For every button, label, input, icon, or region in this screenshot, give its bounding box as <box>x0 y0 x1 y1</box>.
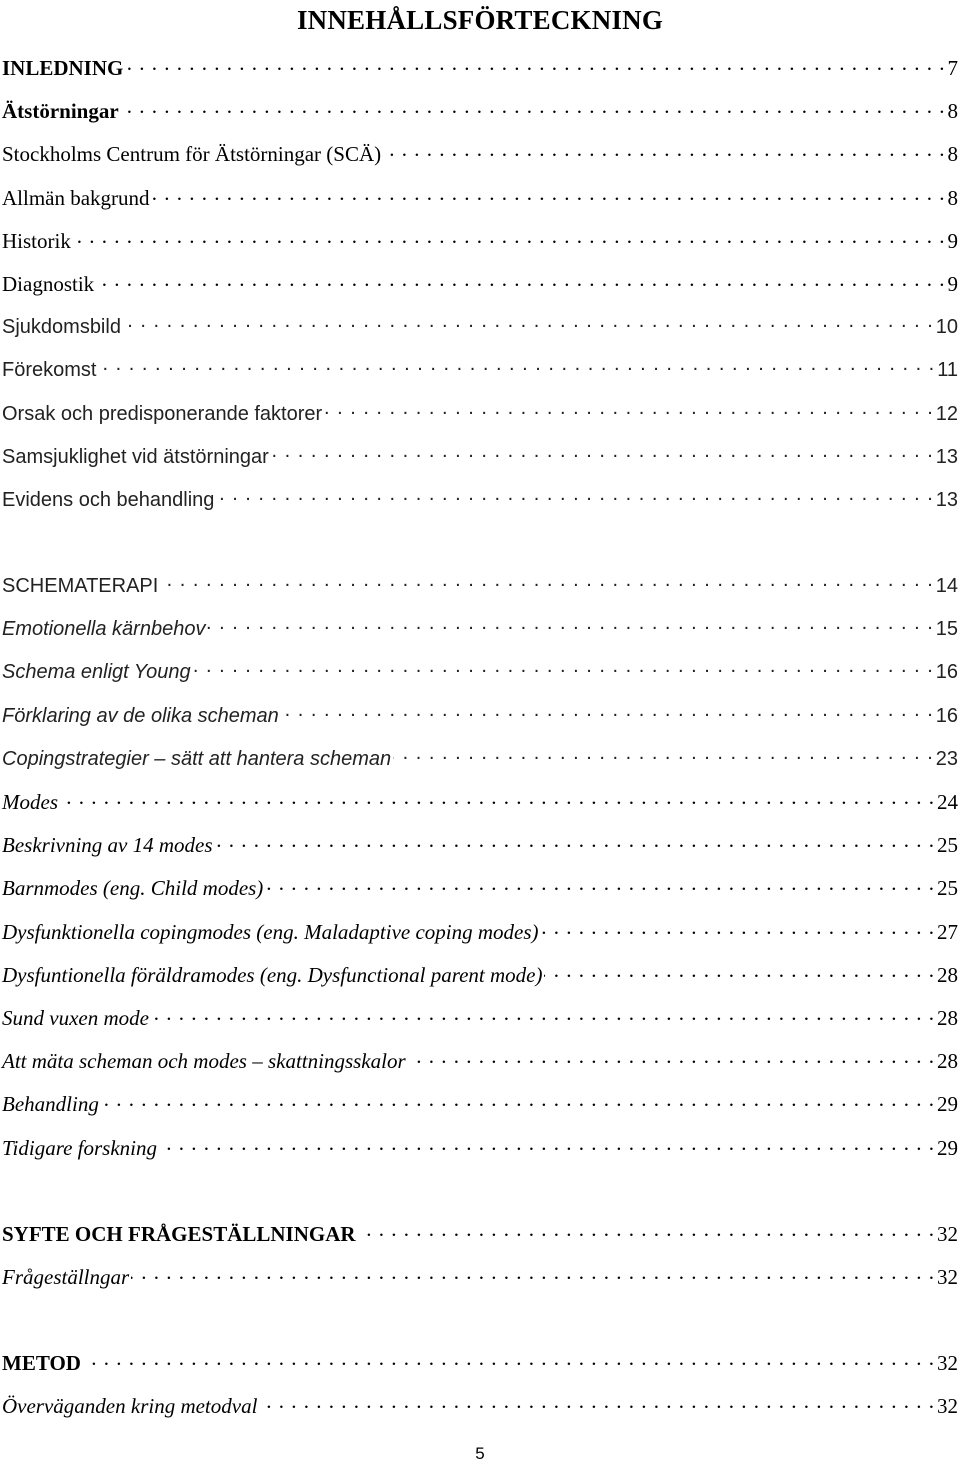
toc-dot-leader <box>216 484 933 506</box>
toc-entry-page: 8 <box>947 99 958 124</box>
toc-dot-leader <box>193 656 934 678</box>
toc-entry-label: Barnmodes (eng. Child modes) <box>2 876 264 901</box>
toc-entry-page: 10 <box>935 316 958 339</box>
toc-dot-leader <box>408 1046 935 1068</box>
toc-entry-label: Beskrivning av 14 modes <box>2 833 213 858</box>
toc-entry[interactable] <box>2 95 958 138</box>
toc-entry[interactable] <box>2 786 958 829</box>
toc-entry-page: 32 <box>937 1221 958 1246</box>
toc-dot-leader <box>152 183 946 205</box>
toc-entry-label: Allmän bakgrund <box>2 185 150 210</box>
toc-entry[interactable] <box>2 138 958 181</box>
toc-entry[interactable] <box>2 268 958 311</box>
toc-entry-label: Sund vuxen mode <box>2 1005 149 1030</box>
toc-entry-label: Emotionella kärnbehov <box>2 618 206 641</box>
toc-entry-page: 29 <box>937 1135 958 1160</box>
toc-dot-leader <box>159 1133 935 1155</box>
toc-entry-label: Historik <box>2 228 71 253</box>
toc-entry-label: Förekomst <box>2 359 97 382</box>
toc-entry[interactable] <box>2 484 958 527</box>
toc-entry-page: 12 <box>935 402 958 425</box>
toc-entry-label: Diagnostik <box>2 271 95 296</box>
toc-dot-leader <box>207 613 933 635</box>
toc-dot-leader <box>73 226 946 248</box>
toc-entry-label: SCHEMATERAPI <box>2 575 159 598</box>
toc-dot-leader <box>125 53 945 75</box>
toc-entry-page: 23 <box>935 747 958 770</box>
toc-entry[interactable] <box>2 959 958 1002</box>
toc-dot-leader <box>121 96 946 118</box>
toc-entry-page: 9 <box>947 271 958 296</box>
toc-entry-page: 11 <box>937 359 958 382</box>
toc-entry-page: 8 <box>947 142 958 167</box>
toc-entry-label: Samsjuklighet vid ätstörningar <box>2 445 269 468</box>
toc-entry-label: Schema enligt Young <box>2 661 191 684</box>
toc-entry-page: 16 <box>935 704 958 727</box>
toc-entry[interactable] <box>2 1390 958 1433</box>
toc-entry-page: 13 <box>935 445 958 468</box>
toc-dot-leader <box>271 441 934 463</box>
toc-entry[interactable] <box>2 398 958 441</box>
toc-dot-leader <box>544 960 935 982</box>
toc-entry-page: 25 <box>937 833 958 858</box>
toc-entry-page: 7 <box>947 56 958 80</box>
toc-dot-leader <box>123 311 934 333</box>
toc-entry[interactable] <box>2 182 958 225</box>
toc-entry-label: INLEDNING <box>2 56 124 80</box>
toc-entry-label: Överväganden kring metodval <box>2 1394 258 1419</box>
toc-dot-leader <box>160 570 933 592</box>
toc-entry-label: Dysfunktionella copingmodes (eng. Maladaptive coping modes) <box>2 919 539 944</box>
toc-entry-page: 15 <box>935 618 958 641</box>
toc-dot-leader <box>358 1219 935 1241</box>
toc-entry[interactable] <box>2 1261 958 1304</box>
toc-entry[interactable] <box>2 1132 958 1175</box>
toc-dot-leader <box>101 1089 935 1111</box>
toc-entry[interactable] <box>2 441 958 484</box>
table-of-contents <box>2 52 958 1433</box>
toc-entry[interactable] <box>2 829 958 872</box>
toc-dot-leader <box>151 1003 935 1025</box>
toc-dot-leader <box>281 700 934 722</box>
toc-entry[interactable] <box>2 1045 958 1088</box>
toc-entry-label: Modes <box>2 790 58 814</box>
toc-dot-leader <box>131 1262 935 1284</box>
toc-entry-label: Evidens och behandling <box>2 488 215 511</box>
toc-entry-page: 9 <box>947 228 958 253</box>
toc-entry-page: 29 <box>937 1092 958 1117</box>
toc-title: INNEHÅLLSFÖRTECKNING <box>296 5 664 35</box>
toc-entry-page: 25 <box>937 876 958 901</box>
toc-entry[interactable] <box>2 613 958 656</box>
toc-dot-leader <box>265 873 935 895</box>
toc-entry[interactable] <box>2 52 958 95</box>
toc-entry-page: 28 <box>937 1049 958 1074</box>
toc-entry-label: Tidigare forskning <box>2 1135 157 1160</box>
toc-entry[interactable] <box>2 700 958 743</box>
toc-entry-page: 13 <box>935 488 958 511</box>
toc-entry-label: Att mäta scheman och modes – skattningsskalor <box>2 1049 406 1074</box>
toc-dot-leader <box>96 269 945 291</box>
toc-entry-page: 8 <box>947 185 958 210</box>
toc-entry-page: 24 <box>937 790 958 814</box>
toc-entry[interactable] <box>2 225 958 268</box>
toc-entry-label: Dysfuntionella föräldramodes (eng. Dysfunctional parent mode) <box>2 962 543 987</box>
toc-dot-leader <box>215 830 935 852</box>
toc-entry-page: 28 <box>937 962 958 987</box>
toc-entry-label: SYFTE OCH FRÅGESTÄLLNINGAR <box>2 1221 356 1246</box>
toc-entry-label: Förklaring av de olika scheman <box>2 704 279 727</box>
toc-entry-page: 32 <box>937 1264 958 1289</box>
toc-entry-page: 28 <box>937 1005 958 1030</box>
toc-entry-page: 32 <box>937 1394 958 1419</box>
toc-entry-page: 14 <box>935 575 958 598</box>
toc-dot-leader <box>541 917 935 939</box>
toc-dot-leader <box>383 139 945 161</box>
toc-entry-page: 16 <box>935 661 958 684</box>
toc-dot-leader <box>393 743 934 765</box>
toc-entry-label: Behandling <box>2 1092 99 1117</box>
toc-entry-page: 32 <box>937 1351 958 1376</box>
toc-entry-label: Ätstörningar <box>2 99 119 124</box>
toc-entry-label: Frågeställngar <box>2 1264 130 1289</box>
toc-entry[interactable] <box>2 656 958 699</box>
toc-entry-page: 27 <box>937 919 958 944</box>
toc-entry-label: Sjukdomsbild <box>2 316 121 339</box>
toc-entry[interactable] <box>2 1218 958 1261</box>
toc-entry-label: Stockholms Centrum för Ätstörningar (SCÄ) <box>2 142 382 167</box>
toc-dot-leader <box>83 1348 935 1370</box>
toc-entry[interactable] <box>2 570 958 613</box>
page-number: 5 <box>475 1444 485 1463</box>
toc-dot-leader <box>60 787 935 809</box>
toc-entry[interactable] <box>2 1347 958 1390</box>
toc-entry[interactable] <box>2 1002 958 1045</box>
toc-entry[interactable] <box>2 872 958 915</box>
toc-dot-leader <box>98 354 935 376</box>
toc-entry[interactable] <box>2 743 958 786</box>
toc-entry-label: Copingstrategier – sätt att hantera scheman <box>2 747 392 770</box>
toc-entry-label: METOD <box>2 1351 81 1376</box>
toc-dot-leader <box>259 1391 935 1413</box>
toc-entry[interactable] <box>2 354 958 397</box>
toc-dot-leader <box>324 398 934 420</box>
toc-entry[interactable] <box>2 1088 958 1131</box>
toc-entry-label: Orsak och predisponerande faktorer <box>2 402 323 425</box>
toc-entry[interactable] <box>2 916 958 959</box>
toc-entry[interactable] <box>2 311 958 354</box>
